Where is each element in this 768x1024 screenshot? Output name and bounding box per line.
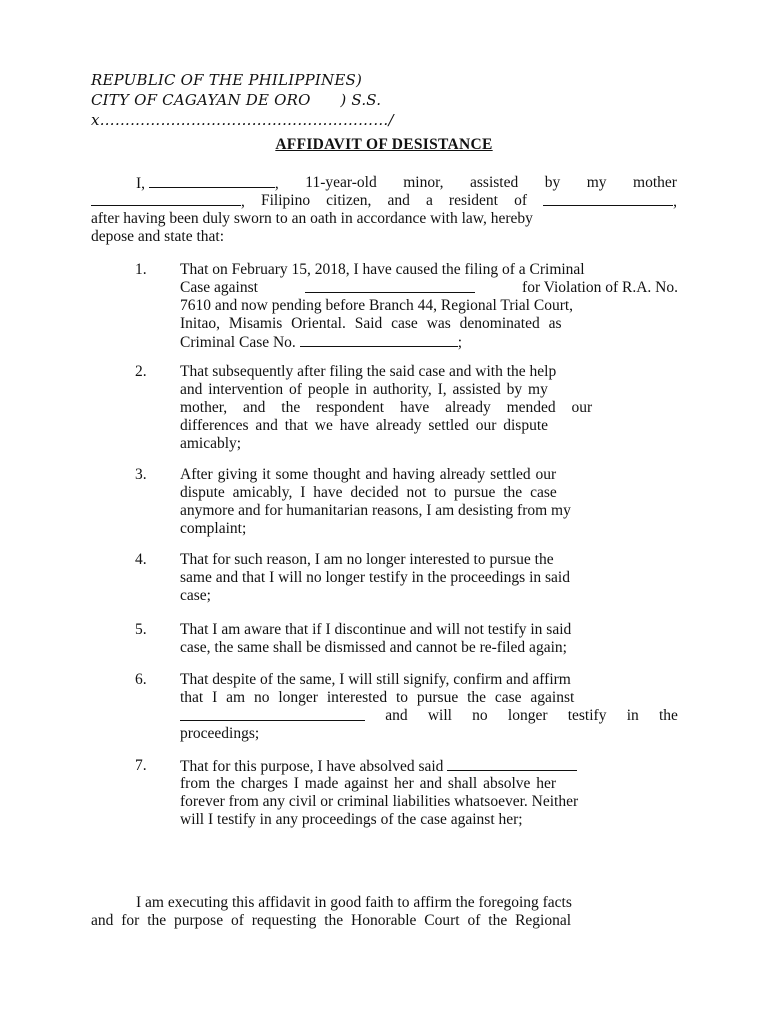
document-title: AFFIDAVIT OF DESISTANCE (275, 136, 493, 153)
intro-word: 11-year-old (305, 174, 377, 191)
intro-line-3: after having been duly sworn to an oath in accordance with law, hereby (91, 210, 533, 227)
item-number: 7. (135, 757, 147, 774)
intro-word: resident (448, 192, 498, 209)
intro-word: Filipino (260, 192, 311, 209)
item-text: After giving it some thought and having already settled our dispute amicably, I have decided not to pursue the case anymore and for humanitarian reasons, I am desisting from my complaint; (180, 466, 571, 537)
intro-word: , (543, 192, 677, 210)
intro-word: a (425, 192, 433, 209)
intro-word: of (514, 192, 528, 209)
intro-paragraph (91, 174, 677, 246)
intro-word: by (544, 174, 561, 191)
case-number-blank (300, 333, 458, 347)
intro-word: mother (633, 174, 677, 191)
respondent-blank (305, 279, 475, 293)
closing-paragraph: I am executing this affidavit in good faith to affirm the foregoing facts and for the purpose of requesting the Honorable Court of the Regional (91, 894, 572, 929)
intro-word: citizen, (326, 192, 372, 209)
item-text: That subsequently after filing the said case and with the help and intervention of people in authority, I, assisted by my mother, and the respondent have already mended our differences and that we have already settled our dispute amicably; (180, 363, 593, 452)
document-caption (91, 70, 394, 130)
intro-line-4: depose and state that: (91, 228, 224, 245)
intro-word: , (91, 192, 245, 210)
caption-line-city: CITY OF CAGAYAN DE ORO ) S.S. (91, 91, 382, 109)
respondent-blank (447, 757, 577, 771)
respondent-blank (180, 707, 365, 721)
intro-line-1 (91, 174, 677, 192)
name-blank (149, 174, 275, 188)
item-text: That on February 15, 2018, I have caused the filing of a Criminal Case against for Violation of R.A. No. 7610 and now pending before Branch 44, Regional Trial Court, Initao, Misamis Oriental. Said case was denominated as Criminal Case No. ; (180, 261, 678, 351)
residence-blank (543, 192, 673, 206)
intro-word: and (387, 192, 410, 209)
item-number: 2. (135, 363, 147, 380)
item-number: 5. (135, 621, 147, 638)
item-text: That despite of the same, I will still signify, confirm and affirm that I am no longer interested to pursue the case against and will no longer testify in the proceedings; (180, 671, 678, 742)
mother-name-blank (91, 192, 241, 206)
item-number: 4. (135, 551, 147, 568)
intro-word: my (586, 174, 607, 191)
intro-line-2 (91, 192, 677, 210)
item-text: That I am aware that if I discontinue and will not testify in said case, the same shall be dismissed and cannot be re-filed again; (180, 621, 572, 656)
item-number: 1. (135, 261, 147, 278)
item-text: That for such reason, I am no longer interested to pursue the same and that I will no longer testify in the proceedings in said case; (180, 551, 570, 604)
item-text: That for this purpose, I have absolved said from the charges I made against her and shall absolve her forever from any civil or criminal liabilities whatsoever. Neither will I testify in any proceedings of the case against her; (180, 758, 579, 828)
intro-word: assisted (470, 174, 519, 191)
intro-word: minor, (403, 174, 444, 191)
caption-line-republic: REPUBLIC OF THE PHILIPPINES) (91, 71, 363, 89)
item-number: 6. (135, 671, 147, 688)
item-number: 3. (135, 466, 147, 483)
intro-word: I, , (136, 175, 279, 192)
caption-line-x: x…………………………………………………/ (91, 111, 394, 129)
